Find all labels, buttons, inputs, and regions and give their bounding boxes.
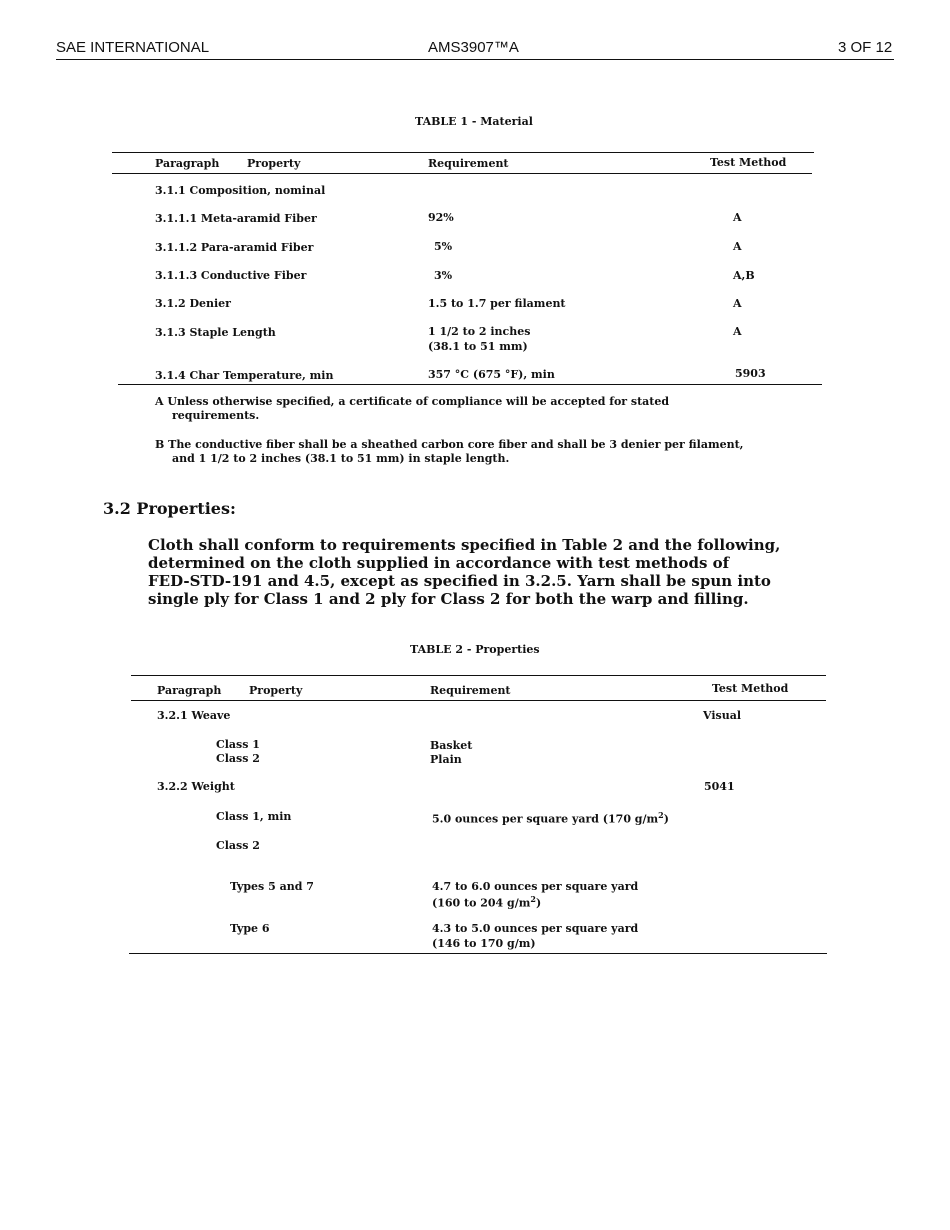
table2-weight-class1-sup: 2 (658, 810, 664, 820)
table1-para-aramid-test: A (733, 240, 742, 253)
table2-weight-class1-req-text: 5.0 ounces per square yard (170 g/m (432, 812, 659, 826)
table1-bottom-rule (118, 384, 822, 385)
table2-weight-test: 5041 (704, 780, 735, 793)
table2-weave-class2: Class 2 (216, 752, 260, 765)
table1-char-temp-test: 5903 (735, 367, 766, 380)
table1-conductive-test: A,B (733, 269, 755, 282)
table2-header-rule (131, 700, 826, 701)
section-line-4: single ply for Class 1 and 2 ply for Class 2 for both the warp and filling. (148, 590, 749, 608)
table2-weight-types57-req1: 4.7 to 6.0 ounces per square yard (432, 880, 639, 893)
table2-weight-types57-req2-text: (160 to 204 g/m (432, 896, 531, 910)
table1-header-rule (112, 173, 812, 174)
table1-note-a-line2: requirements. (172, 409, 260, 422)
table2-top-rule (131, 675, 826, 676)
table2-weight-class1-req (432, 810, 669, 826)
table1-row-denier: 3.1.2 Denier (155, 297, 231, 310)
table1-char-temp-req: 357 °C (675 °F), min (428, 368, 555, 381)
table1-col-requirement: Requirement (428, 157, 509, 170)
table2-weight-class2: Class 2 (216, 839, 260, 852)
table1-row-staple-length: 3.1.3 Staple Length (155, 326, 276, 339)
table2-bottom-rule (129, 953, 827, 954)
table2-weight-types57-req2 (432, 894, 541, 910)
table1-title: TABLE 1 - Material (415, 115, 533, 128)
table1-col-paragraph: Paragraph (155, 157, 220, 170)
table1-row-composition: 3.1.1 Composition, nominal (155, 184, 326, 197)
table2-weight-type6: Type 6 (230, 922, 270, 935)
table1-top-rule (112, 152, 814, 153)
table1-conductive-req: 3% (434, 269, 453, 282)
table1-row-conductive: 3.1.1.3 Conductive Fiber (155, 269, 307, 282)
table2-weight-type6-req2: (146 to 170 g/m) (432, 937, 536, 950)
table2-row-weave: 3.2.1 Weave (157, 709, 231, 722)
table2-weave-class1-req: Basket (430, 739, 473, 752)
table1-meta-aramid-test: A (733, 211, 742, 224)
table2-weight-types57-end: ) (535, 896, 542, 910)
table2-weight-type6-req1: 4.3 to 5.0 ounces per square yard (432, 922, 639, 935)
table1-meta-aramid-req: 92% (428, 211, 454, 224)
table2-weave-class2-req: Plain (430, 753, 462, 766)
section-line-1: Cloth shall conform to requirements specified in Table 2 and the following, (148, 536, 781, 554)
table1-note-a-line1: A Unless otherwise specified, a certificate of compliance will be accepted for stated (155, 395, 670, 408)
table1-note-b-line1: B The conductive fiber shall be a sheathed carbon core fiber and shall be 3 denier per filament, (155, 438, 744, 451)
table1-para-aramid-req: 5% (434, 240, 453, 253)
section-line-3: FED-STD-191 and 4.5, except as specified in 3.2.5. Yarn shall be spun into (148, 572, 771, 590)
table1-col-test-method: Test Method (710, 156, 787, 169)
table1-note-b-line2: and 1 1/2 to 2 inches (38.1 to 51 mm) in staple length. (172, 452, 510, 465)
table2-col-paragraph: Paragraph (157, 684, 222, 697)
table1-row-meta-aramid: 3.1.1.1 Meta-aramid Fiber (155, 212, 317, 225)
section-heading: 3.2 Properties: (103, 499, 236, 518)
table1-staple-test: A (733, 325, 742, 338)
section-line-2: determined on the cloth supplied in accordance with test methods of (148, 554, 730, 572)
section-paragraph (148, 536, 838, 608)
header-page-number: 3 OF 12 (838, 39, 893, 56)
table2-weight-types57: Types 5 and 7 (230, 880, 314, 893)
table2-weight-types57-sup: 2 (530, 894, 536, 904)
header-rule (56, 59, 894, 60)
table2-weave-test: Visual (703, 709, 742, 722)
table1-row-para-aramid: 3.1.1.2 Para-aramid Fiber (155, 241, 314, 254)
table1-staple-req-2: (38.1 to 51 mm) (428, 340, 528, 353)
table2-weight-class1-end: ) (663, 812, 669, 826)
table2-col-property: Property (249, 684, 303, 697)
table1-row-char-temp: 3.1.4 Char Temperature, min (155, 369, 334, 382)
table2-row-weight: 3.2.2 Weight (157, 780, 235, 793)
table1-denier-test: A (733, 297, 742, 310)
table2-weight-class1: Class 1, min (216, 810, 292, 823)
table1-staple-req-1: 1 1/2 to 2 inches (428, 325, 531, 338)
header-left: SAE INTERNATIONAL (56, 39, 210, 56)
table2-weave-class1: Class 1 (216, 738, 260, 751)
table1-col-property: Property (247, 157, 301, 170)
table1-denier-req: 1.5 to 1.7 per filament (428, 297, 566, 310)
table2-col-requirement: Requirement (430, 684, 511, 697)
table2-title: TABLE 2 - Properties (410, 643, 540, 656)
table2-col-test-method: Test Method (712, 682, 789, 695)
header-center: AMS3907™A (428, 39, 519, 56)
